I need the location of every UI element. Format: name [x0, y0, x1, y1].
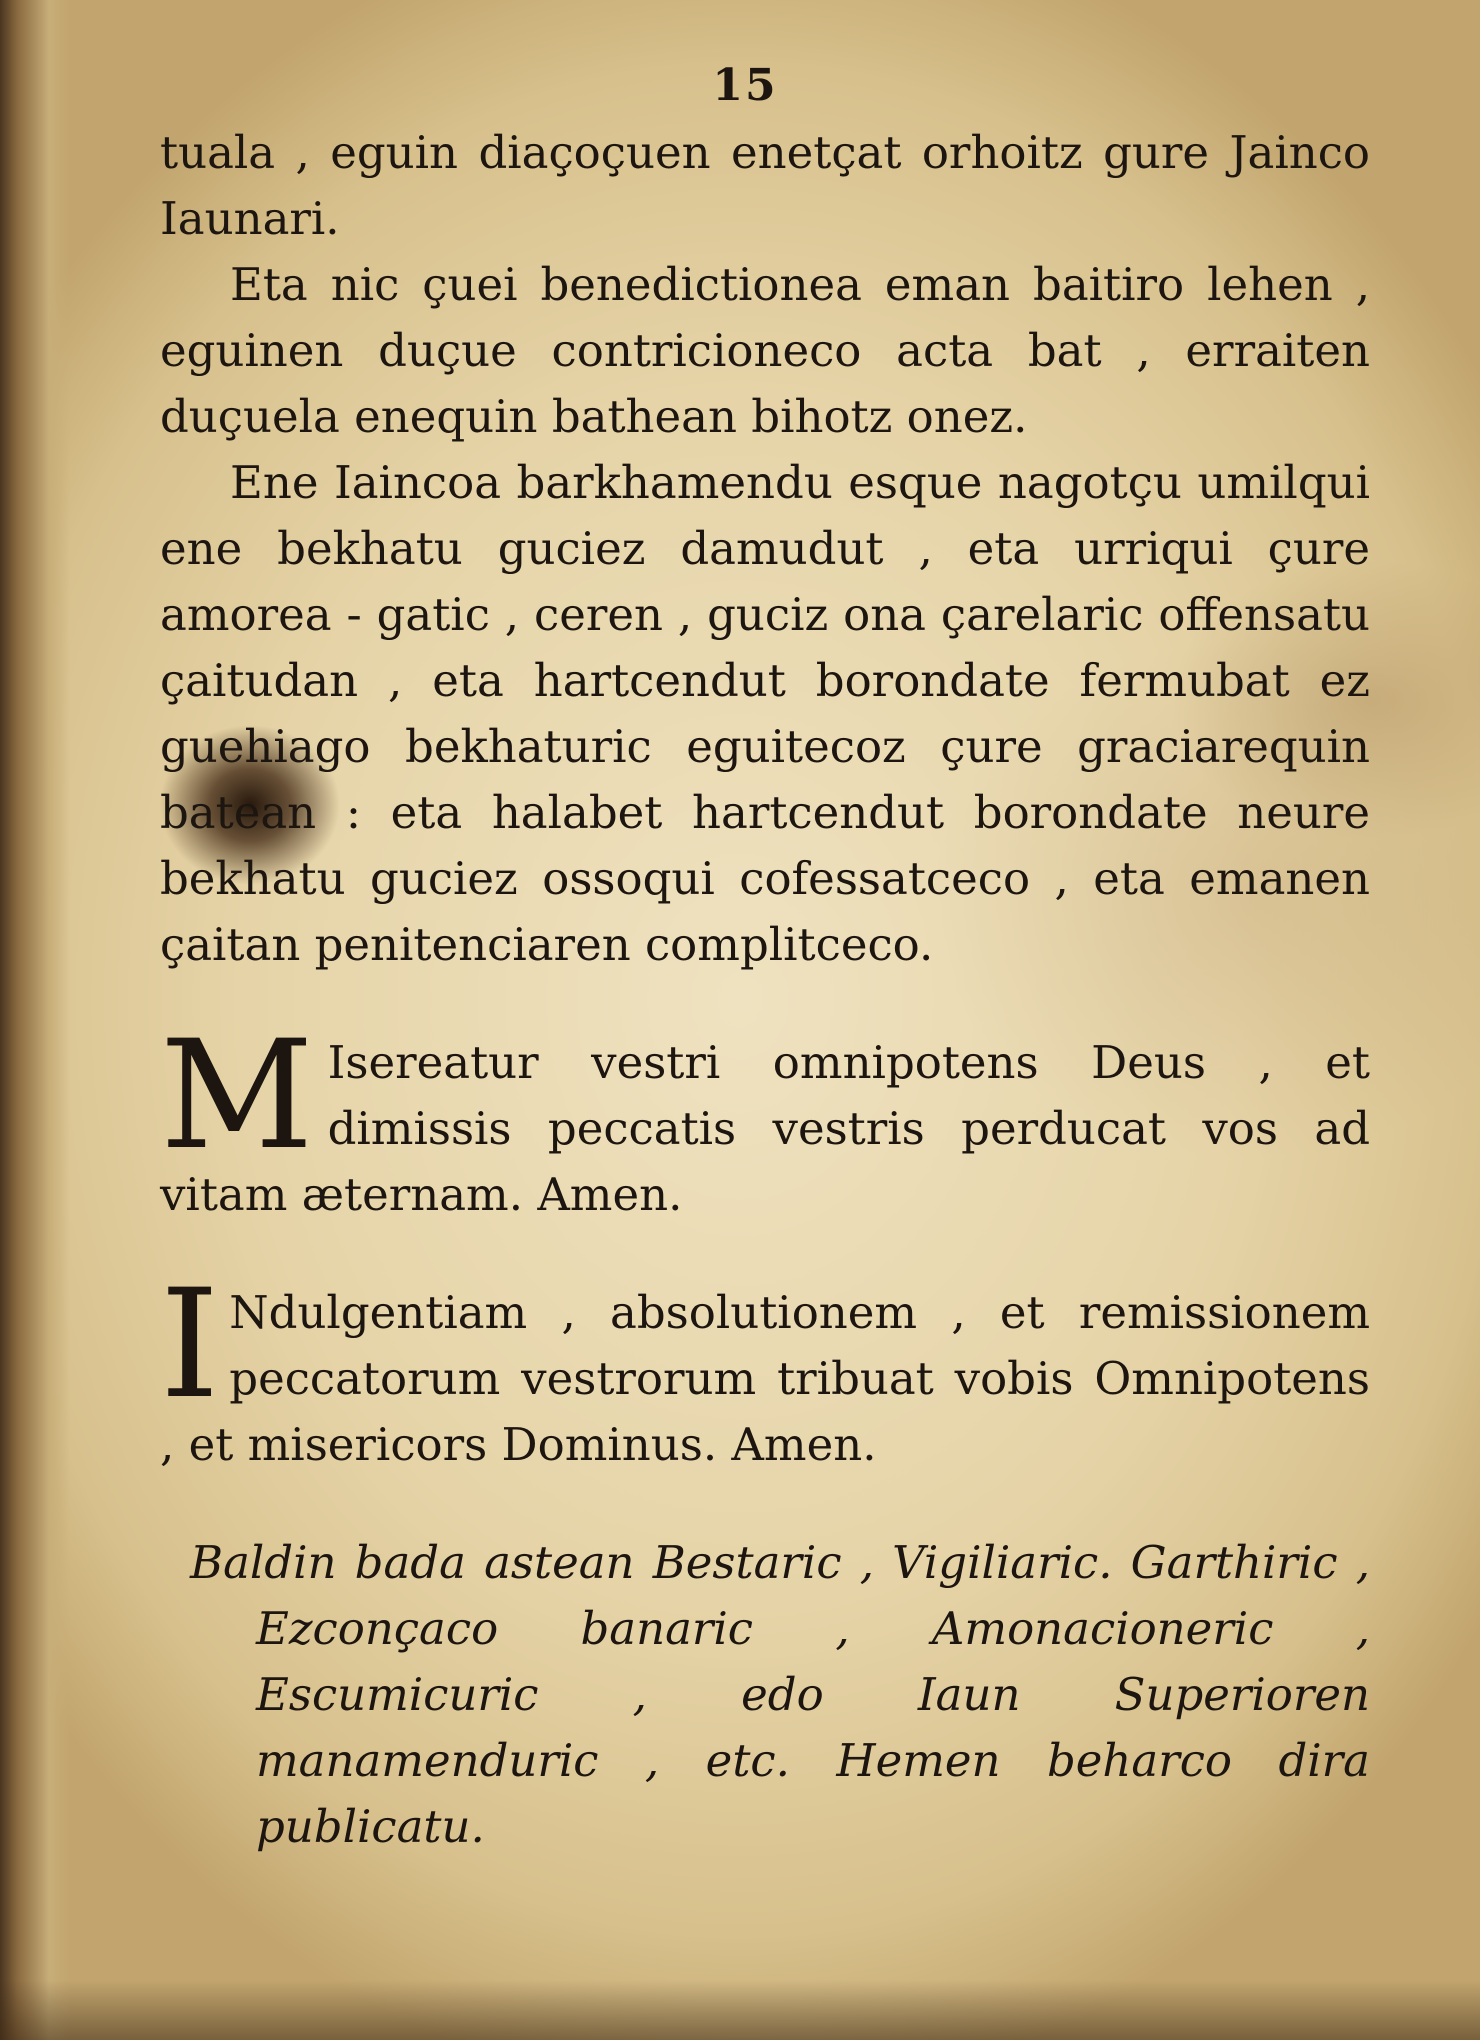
drop-cap-i: I: [160, 1258, 220, 1432]
paragraph-contrition-prayer: Ene Iaincoa barkhamendu esque nagotçu umilqui ene bekhatu guciez damudut , eta urriqui çure amorea - gatic , ceren , guciz ona çarelaric offensatu çaitudan , eta hartcendut borondate fermubat ez guehiago bekhaturic eguitecoz çure graciarequin batean : eta halabet hartcendut borondate neure bekhatu guciez ossoqui cofessatceco , eta emanen çaitan penitenciaren complitceco.: [160, 456, 1370, 971]
section-gap: [160, 978, 1370, 1030]
misereatur-text: Isereatur vestri omnipotens Deus , et dimissis peccatis vestris perducat vos ad vitam æternam. Amen.: [160, 1036, 1370, 1221]
italic-rubric-note: Baldin bada astean Bestaric , Vigiliaric. Garthiric , Ezconçaco banaric , Amonacioneric , Escumicuric , edo Iaun Superioren manamenduric , etc. Hemen beharco dira publicatu.: [190, 1536, 1370, 1853]
worn-left-edge: [0, 0, 70, 2040]
indulgentiam-prayer: [160, 1258, 1370, 1478]
paragraph-continuation: tuala , eguin diaçoçuen enetçat orhoitz gure Jainco Iaunari.: [160, 126, 1370, 245]
indulgentiam-text: Ndulgentiam , absolutionem , et remissionem peccatorum vestrorum tribuat vobis Omnipotens , et misericors Dominus. Amen.: [160, 1286, 1370, 1471]
page-text-block: [160, 60, 1370, 1860]
section-gap: [160, 1228, 1370, 1280]
page-number: 15: [712, 60, 778, 111]
worn-bottom-edge: [0, 1980, 1480, 2040]
paragraph-benediction: Eta nic çuei benedictionea eman baitiro lehen , eguinen duçue contricioneco acta bat , erraiten duçuela enequin bathean bihotz onez.: [160, 258, 1370, 443]
misereatur-prayer: [160, 1009, 1370, 1228]
section-gap: [160, 1478, 1370, 1530]
drop-cap-m: M: [160, 1009, 314, 1183]
